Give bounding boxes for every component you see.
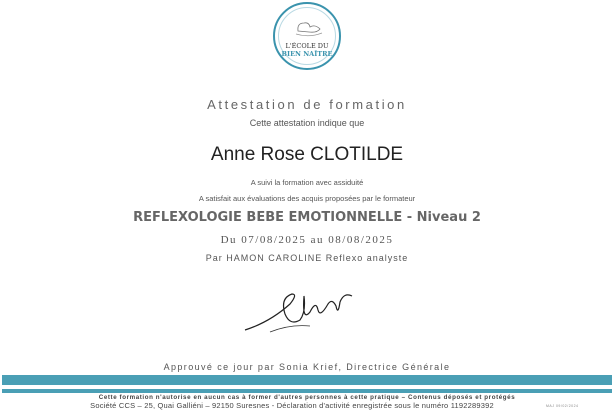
- footer-bar-thin: [2, 389, 612, 393]
- statement-attendance: A suivi la formation avec assiduité: [250, 178, 364, 187]
- footer-disclaimer: Cette formation n'autorise en aucun cas à former d'autres personnes à cette pratique – Contenus déposés et protégés: [98, 394, 516, 401]
- course-title: REFLEXOLOGIE BEBE EMOTIONNELLE - Niveau 2: [133, 210, 481, 225]
- footer-bar-thick: [2, 375, 612, 385]
- school-logo: [273, 2, 341, 70]
- logo-text-2: BIEN NAÎTRE: [281, 50, 333, 58]
- baby-icon: [295, 19, 323, 39]
- statement-evaluation: A satisfait aux évaluations des acquis proposées par le formateur: [198, 194, 416, 203]
- logo-text-1: L'ÉCOLE DU: [285, 42, 329, 50]
- trainer: Par HAMON CAROLINE Reflexo analyste: [205, 253, 409, 263]
- subtitle: Cette attestation indique que: [249, 118, 365, 128]
- signature: [240, 282, 360, 337]
- recipient-name: Anne Rose CLOTILDE: [210, 144, 404, 165]
- approval-line: Approuvé ce jour par Sonia Krief, Directrice Générale: [163, 362, 451, 372]
- certificate-title: Attestation de formation: [207, 97, 407, 112]
- footer-version: MAJ 09/02/2024: [546, 404, 579, 408]
- footer-company-info: Société CCS – 25, Quai Galliéni – 92150 Suresnes - Déclaration d'activité enregistrée sous le numéro 1192289392: [90, 401, 494, 410]
- course-dates: Du 07/08/2025 au 08/08/2025: [220, 234, 394, 246]
